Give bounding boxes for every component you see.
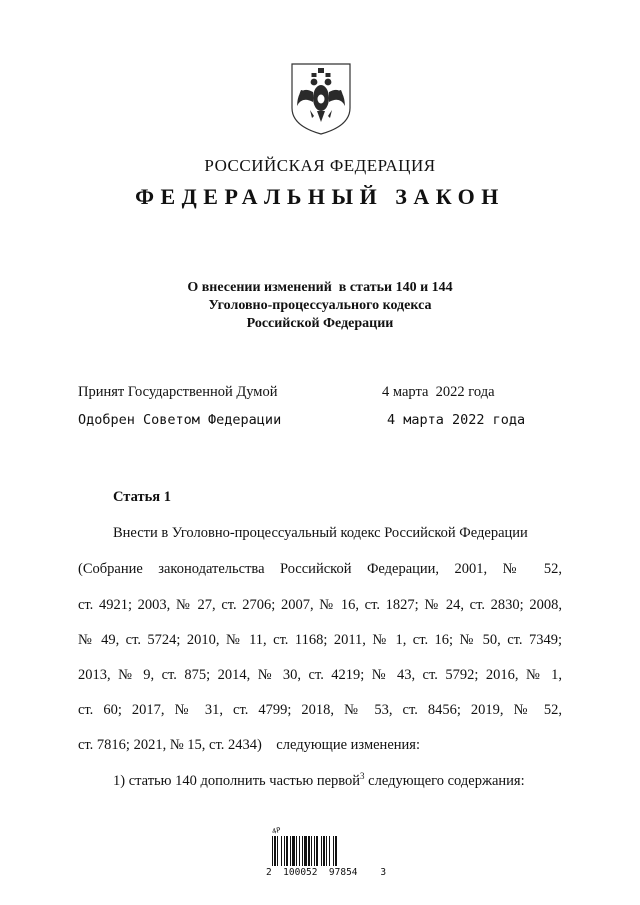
law-title-line: О внесении изменений в статьи 140 и 144: [187, 280, 453, 295]
duma-adoption-date: 4 марта 2022 года: [382, 384, 495, 400]
council-approval-label: Одобрен Советом Федерации: [78, 412, 282, 428]
barcode-number: 2 100052 97854 3: [266, 867, 387, 878]
article-line: 2013, № 9, ст. 875; 2014, № 30, ст. 4219; № 43, ст. 5792; 2016, № 1,: [78, 667, 562, 683]
council-approval-row: [78, 412, 558, 432]
article-line: Внести в Уголовно-процессуальный кодекс Российской Федерации: [113, 525, 528, 541]
article-title: Статья 1: [113, 489, 171, 505]
coat-of-arms-emblem: [290, 62, 352, 136]
amendment-item: [113, 771, 525, 790]
country-name: РОССИЙСКАЯ ФЕДЕРАЦИЯ: [204, 156, 436, 175]
barcode-icon: [272, 836, 376, 866]
document-type: ФЕДЕРАЛЬНЫЙ ЗАКОН: [135, 184, 505, 209]
article-line: ст. 60; 2017, № 31, ст. 4799; 2018, № 53, ст. 8456; 2019, № 52,: [78, 702, 562, 718]
article-line: (Собрание законодательства Российской Федерации, 2001, № 52,: [78, 561, 562, 577]
article-line: № 49, ст. 5724; 2010, № 11, ст. 1168; 2011, № 1, ст. 16; № 50, ст. 7349;: [78, 632, 562, 648]
document-barcode-block: [264, 827, 388, 883]
amendment-tail: следующего содержания:: [364, 773, 525, 789]
barcode-mark: 4Р: [271, 826, 282, 836]
law-title-line: Российской Федерации: [246, 316, 394, 331]
amendment-superscript: 3: [360, 771, 365, 781]
duma-adoption-row: [78, 384, 558, 404]
amendment-text: 1) статью 140 дополнить частью первой: [113, 773, 361, 789]
law-title: [0, 279, 640, 333]
article-line: ст. 7816; 2021, № 15, ст. 2434) следующие изменения:: [78, 737, 420, 753]
council-approval-date: 4 марта 2022 года: [387, 412, 526, 428]
article-line: ст. 4921; 2003, № 27, ст. 2706; 2007, № 16, ст. 1827; № 24, ст. 2830; 2008,: [78, 597, 562, 613]
law-title-line: Уголовно-процессуального кодекса: [208, 298, 432, 313]
duma-adoption-label: Принят Государственной Думой: [78, 384, 278, 400]
russian-coat-of-arms-icon: [290, 62, 352, 136]
